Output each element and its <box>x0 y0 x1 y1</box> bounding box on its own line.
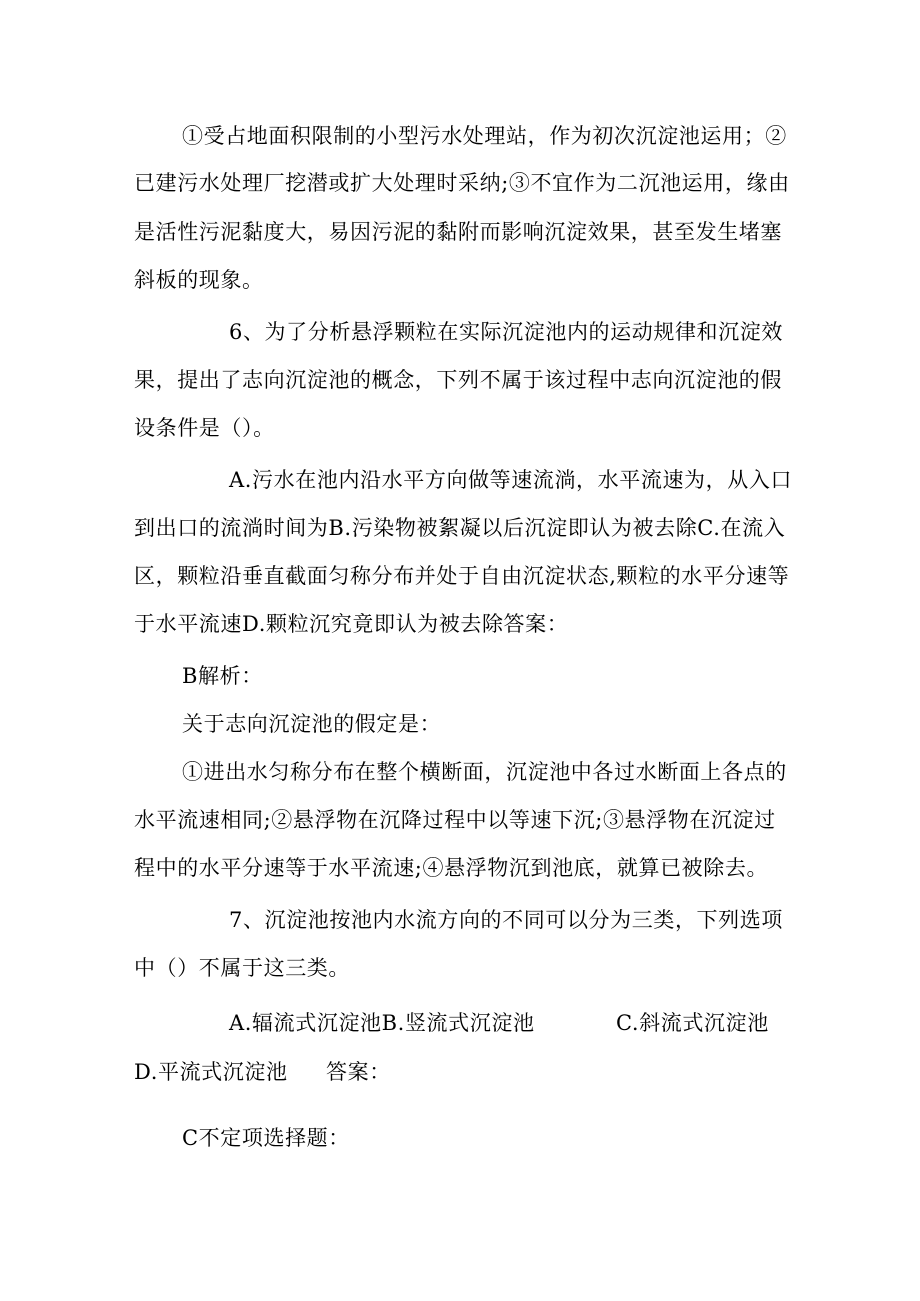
question-6-options-line: 于水平流速D.颗粒沉究竟即认为被去除答案： <box>134 612 569 636</box>
question-6-options-line: 区，颗粒沿垂直截面匀称分布并处于自由沉淀状态,颗粒的水平分速等 <box>134 564 790 588</box>
assumption-heading: 关于志向沉淀池的假定是： <box>182 712 442 736</box>
question-7-options-a-b: A.辐流式沉淀池B.竖流式沉淀池 <box>229 1011 535 1035</box>
paragraph-line: 斜板的现象。 <box>134 268 264 292</box>
question-7-line: 中（）不属于这三类。 <box>134 956 350 980</box>
question-7-line: 7、沉淀池按池内水流方向的不同可以分为三类，下列选项 <box>229 908 783 932</box>
section-heading: C不定项选择题： <box>182 1126 350 1150</box>
question-6-line: 果，提出了志向沉淀池的概念，下列不属于该过程中志向沉淀池的假 <box>134 368 782 392</box>
assumption-line: 程中的水平分速等于水平流速;④悬浮物沉到池底，就算已被除去。 <box>134 856 769 880</box>
paragraph-line: ①受占地面积限制的小型污水处理站，作为初次沉淀池运用；② <box>182 124 787 148</box>
assumption-line: ①进出水匀称分布在整个横断面，沉淀池中各过水断面上各点的 <box>182 760 787 784</box>
question-6-options-line: A.污水在池内沿水平方向做等速流淌，水平流速为，从入口 <box>229 468 793 492</box>
paragraph-line: 已建污水处理厂挖潜或扩大处理时采纳;③不宜作为二沉池运用，缘由 <box>134 171 790 195</box>
question-6-line: 设条件是（）。 <box>134 416 275 440</box>
answer-label: 答案： <box>326 1060 391 1084</box>
question-7-options-c: C.斜流式沉淀池 <box>616 1011 769 1035</box>
question-6-options-line: 到出口的流淌时间为B.污染物被絮凝以后沉淀即认为被去除C.在流入 <box>134 516 786 540</box>
analysis-label: B解析： <box>182 664 263 688</box>
assumption-line: 水平流速相同;②悬浮物在沉降过程中以等速下沉;③悬浮物在沉淀过 <box>134 808 776 832</box>
question-7-options-d: D.平流式沉淀池 <box>134 1060 288 1084</box>
question-6-line: 6、为了分析悬浮颗粒在实际沉淀池内的运动规律和沉淀效 <box>229 320 783 344</box>
paragraph-line: 是活性污泥黏度大，易因污泥的黏附而影响沉淀效果，甚至发生堵塞 <box>134 220 782 244</box>
